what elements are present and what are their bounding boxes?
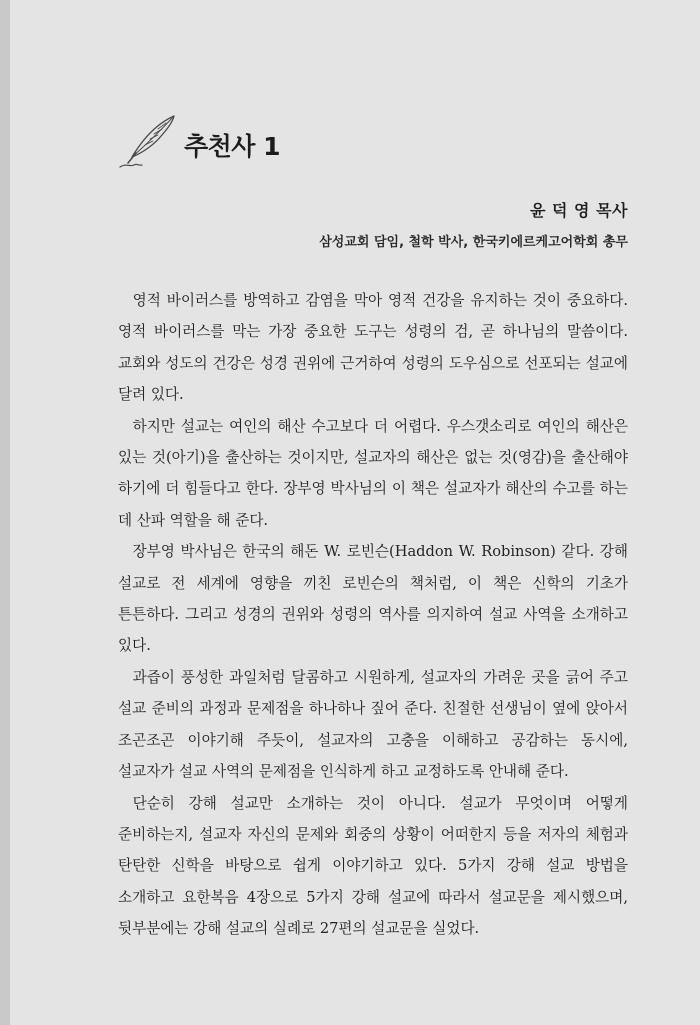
author-name: 윤 덕 영 목사 (530, 201, 628, 220)
body-text (118, 285, 628, 945)
paragraph: 과즙이 풍성한 과일처럼 달콤하고 시원하게, 설교자의 가려운 곳을 긁어 주고 설교 준비의 과정과 문제점을 하나하나 짚어 준다. 친절한 선생님이 옆에 앉아서 조곤조곤 이야기해 주듯이, 설교자의 고충을 이해하고 공감하는 동시에, 설교자가 설교 사역의 문제점을 인식하게 하고 교정하도록 안내해 준다. (118, 668, 628, 781)
paragraph: 장부영 박사님은 한국의 해돈 W. 로빈슨(Haddon W. Robinson) 같다. 강해 설교로 전 세계에 영향을 끼친 로빈슨의 책처럼, 이 책은 신학의 기초가 튼튼하다. 그리고 성경의 권위와 성령의 역사를 의지하여 설교 사역을 소개하고 있다. (118, 543, 628, 655)
quill-icon (118, 113, 180, 171)
paragraph: 하지만 설교는 여인의 해산 수고보다 더 어렵다. 우스갯소리로 여인의 해산은 있는 것(아기)을 출산하는 것이지만, 설교자의 해산은 없는 것(영감)을 출산해야 하기에 더 힘들다고 한다. 장부영 박사님의 이 책은 설교자가 해산의 수고를 하는 데 산파 역할을 해 준다. (118, 417, 628, 529)
paragraph: 영적 바이러스를 방역하고 감염을 막아 영적 건강을 유지하는 것이 중요하다. 영적 바이러스를 막는 가장 중요한 도구는 성령의 검, 곧 하나님의 말씀이다. 교회와 성도의 건강은 성경 권위에 근거하여 성령의 도우심으로 선포되는 설교에 달려 있다. (118, 292, 628, 404)
book-page (10, 0, 700, 1025)
chapter-heading (118, 112, 280, 172)
page-title: 추천사 1 (184, 132, 281, 161)
paragraph: 단순히 강해 설교만 소개하는 것이 아니다. 설교가 무엇이며 어떻게 준비하는지, 설교자 자신의 문제와 회중의 상황이 어떠한지 등을 저자의 체험과 탄탄한 신학을 바탕으로 쉽게 이야기하고 있다. 5가지 강해 설교 방법을 소개하고 요한복음 4장으로 5가지 강해 설교에 따라서 설교문을 제시했으며, 뒷부분에는 강해 설교의 실례로 27편의 설교문을 실었다. (118, 794, 628, 938)
author-affiliation: 삼성교회 담임, 철학 박사, 한국키에르케고어학회 총무 (319, 235, 628, 250)
